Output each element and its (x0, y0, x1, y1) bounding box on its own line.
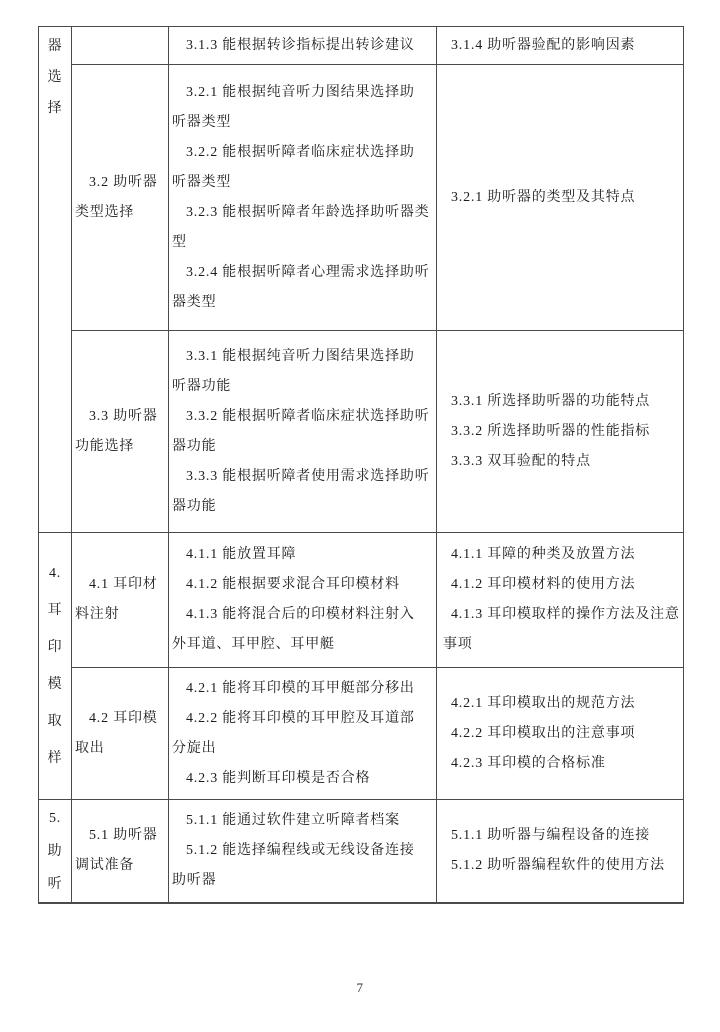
duty-cell-3-2 (71, 64, 168, 330)
duty-cell-4-2 (71, 667, 168, 799)
knowledge-cell-3-3 (436, 330, 683, 532)
skills-cell-4-2 (168, 667, 436, 799)
text-line: 3.3 助听器 (89, 408, 158, 424)
text-line: 器功能 (172, 438, 217, 454)
text-line: 4.1.1 能放置耳障 (186, 547, 297, 562)
function-cell-hearing-aid-selection (39, 27, 71, 532)
skills-requirements-table (38, 26, 684, 904)
vertical-char: 4. (48, 566, 62, 581)
text-line: 4.2.3 能判断耳印模是否合格 (186, 770, 371, 786)
vertical-char: 模 (47, 677, 63, 692)
vertical-char: 5. (48, 810, 62, 826)
text-line: 4.1 耳印材 (89, 577, 158, 592)
vertical-char: 助 (47, 843, 63, 859)
text-line: 4.1.3 耳印模取样的操作方法及注意 (451, 607, 680, 622)
text-line: 4.2.2 能将耳印模的耳甲腔及耳道部 (186, 710, 415, 726)
vertical-char: 印 (47, 640, 63, 655)
text-line: 4.1.2 耳印模材料的使用方法 (451, 577, 636, 592)
text-line: 调试准备 (75, 858, 135, 873)
text-line: 事项 (443, 637, 473, 652)
text-line: 4.1.2 能根据要求混合耳印模材料 (186, 577, 400, 592)
text-line: 5.1.1 助听器与编程设备的连接 (451, 828, 651, 843)
function-cell-hearing-aid-tuning (39, 799, 71, 902)
text-line: 听器类型 (172, 114, 232, 130)
skills-cell-3-1 (168, 27, 436, 64)
knowledge-cell-3-1 (436, 27, 683, 64)
skills-cell-3-2 (168, 64, 436, 330)
text-line: 器功能 (172, 498, 217, 514)
text-line: 3.1.4 助听器验配的影响因素 (451, 37, 636, 53)
text-line: 类型选择 (75, 204, 135, 220)
text-line: 5.1.2 助听器编程软件的使用方法 (451, 858, 665, 873)
skills-cell-3-3 (168, 330, 436, 532)
text-line: 3.2.2 能根据听障者临床症状选择助 (186, 144, 415, 160)
knowledge-cell-4-1 (436, 532, 683, 667)
text-line: 3.2 助听器 (89, 174, 158, 190)
text-line: 3.3.3 能根据听障者使用需求选择助听 (186, 468, 430, 484)
text-line: 3.3.1 所选择助听器的功能特点 (451, 393, 651, 409)
text-line: 5.1.1 能通过软件建立听障者档案 (186, 813, 400, 828)
text-line: 3.3.2 能根据听障者临床症状选择助听 (186, 408, 430, 424)
text-line: 助听器 (172, 873, 217, 888)
text-line: 4.1.1 耳障的种类及放置方法 (451, 547, 636, 562)
text-line: 4.2.1 耳印模取出的规范方法 (451, 695, 636, 711)
vertical-char: 选 (47, 70, 63, 85)
text-line: 外耳道、耳甲腔、耳甲艇 (172, 637, 335, 652)
page-number: 7 (356, 980, 364, 995)
function-cell-ear-impression-sampling (39, 532, 71, 799)
text-line: 型 (172, 234, 187, 250)
duty-cell-3-3 (71, 330, 168, 532)
duty-cell-4-1 (71, 532, 168, 667)
vertical-char: 器 (47, 39, 63, 54)
text-line: 器类型 (172, 294, 217, 310)
text-line: 3.2.4 能根据听障者心理需求选择助听 (186, 264, 430, 280)
skills-cell-5-1 (168, 799, 436, 902)
text-line: 5.1 助听器 (89, 828, 158, 843)
text-line: 3.2.1 助听器的类型及其特点 (451, 189, 636, 205)
text-line: 4.1.3 能将混合后的印模材料注射入 (186, 607, 415, 622)
duty-cell-3-1 (71, 27, 168, 64)
knowledge-cell-4-2 (436, 667, 683, 799)
duty-cell-5-1 (71, 799, 168, 902)
text-line: 功能选择 (75, 438, 135, 454)
text-line: 5.1.2 能选择编程线或无线设备连接 (186, 843, 415, 858)
text-line: 听器功能 (172, 378, 232, 394)
text-line: 3.3.1 能根据纯音听力图结果选择助 (186, 348, 415, 364)
text-line: 料注射 (75, 607, 120, 622)
text-line: 3.3.3 双耳验配的特点 (451, 453, 591, 469)
text-line: 3.1.3 能根据转诊指标提出转诊建议 (186, 37, 415, 53)
text-line: 3.2.3 能根据听障者年龄选择助听器类 (186, 204, 430, 220)
text-line: 3.2.1 能根据纯音听力图结果选择助 (186, 84, 415, 100)
text-line: 4.2.2 耳印模取出的注意事项 (451, 725, 636, 741)
text-line: 3.3.2 所选择助听器的性能指标 (451, 423, 651, 439)
vertical-char: 取 (47, 714, 63, 729)
text-line: 取出 (75, 740, 105, 756)
text-line: 听器类型 (172, 174, 232, 190)
skills-cell-4-1 (168, 532, 436, 667)
text-line: 4.2.1 能将耳印模的耳甲艇部分移出 (186, 680, 415, 696)
vertical-char: 择 (47, 101, 63, 116)
text-line: 4.2.3 耳印模的合格标准 (451, 755, 606, 771)
text-line: 4.2 耳印模 (89, 710, 158, 726)
text-line: 分旋出 (172, 740, 217, 756)
vertical-char: 耳 (47, 603, 63, 618)
vertical-char: 听 (47, 876, 63, 892)
vertical-char: 样 (47, 751, 63, 766)
knowledge-cell-3-2 (436, 64, 683, 330)
knowledge-cell-5-1 (436, 799, 683, 902)
